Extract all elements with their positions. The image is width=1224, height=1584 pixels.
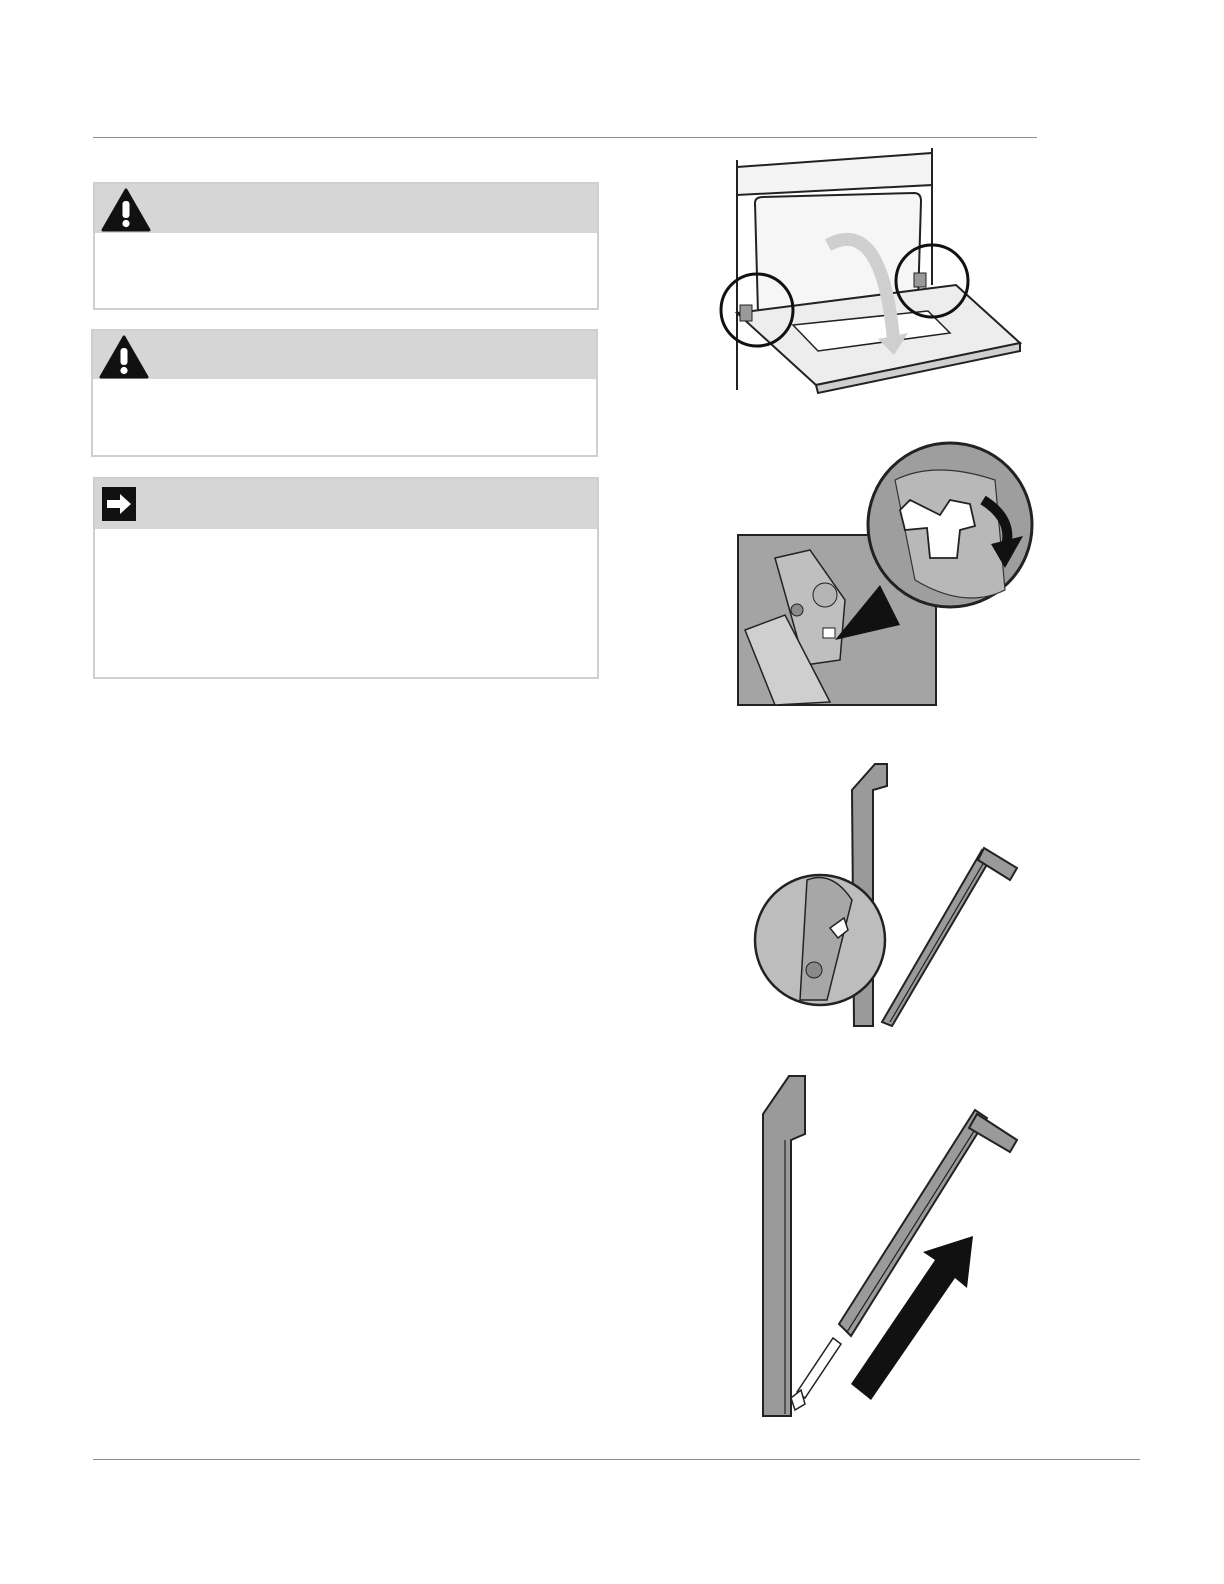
arrow-right-icon xyxy=(102,487,136,526)
footer-rule xyxy=(93,1459,1140,1460)
note-header-bar xyxy=(95,479,597,529)
warning-box xyxy=(91,329,598,457)
hinge-lever-illustration xyxy=(735,440,1040,712)
note-box xyxy=(93,477,599,679)
warning-triangle-icon xyxy=(101,188,151,237)
warning-box xyxy=(93,182,599,310)
door-lift-illustration xyxy=(755,1074,1025,1422)
warning-header-bar xyxy=(93,331,596,379)
door-position-illustration xyxy=(752,760,1024,1032)
oven-door-illustration xyxy=(718,145,1040,395)
warning-triangle-icon xyxy=(99,335,149,384)
warning-header-bar xyxy=(95,184,597,233)
header-rule xyxy=(93,137,1037,138)
